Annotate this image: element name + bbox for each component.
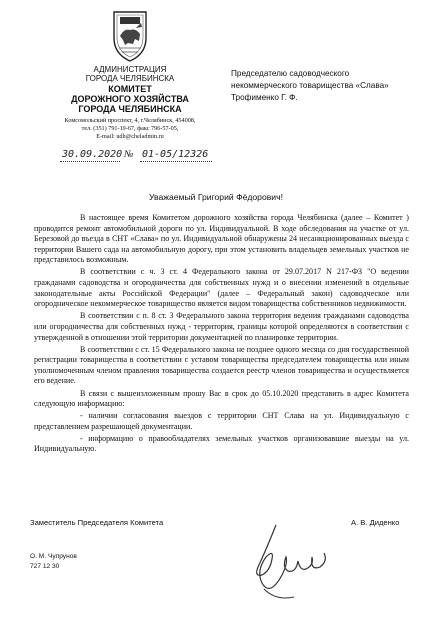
letter-body xyxy=(34,213,409,457)
addressee-block xyxy=(231,68,421,104)
committee-title-line2: ДОРОЖНОГО ХОЗЯЙСТВА xyxy=(71,94,189,104)
executor-name: О. М. Чупрунов xyxy=(30,553,77,560)
addressee-line2: некоммерческого товарищества «Слава» xyxy=(231,81,389,90)
committee-title-line3: ГОРОДА ЧЕЛЯБИНСКА xyxy=(78,104,182,114)
city-label: ГОРОДА ЧЕЛЯБИНСКА xyxy=(85,74,175,83)
paragraph: В настоящее время Комитетом дорожного хозяйства города Челябинска (далее – Комитет ) проводится ремонт автомобильной дороги по ул. Индивидуальной. В ходе обследования на участке от ул. Березовой до въезда в СНТ «Слава» по ул. Индивидуальной обнаружены 24 несанкционированных выезда с территории Вашего сада на автомобильную дорогу, при этом установить владельцев земельных участков не представилось возможным. xyxy=(34,213,409,265)
date-underline xyxy=(60,161,120,162)
paragraph: В соответствии с ст. 15 Федерального закона не позднее одного месяца со дня государственной регистрации товарищества в соответствии с уставом товарищества председателем товарищества или иным уполномоченным членом правления товарищества создается реестр членов товарищества и осуществляется его ведение. xyxy=(34,344,409,386)
greeting: Уважаемый Григорий Фёдорович! xyxy=(149,192,283,202)
administration-label: АДМИНИСТРАЦИЯ xyxy=(93,65,167,74)
signatory-name: А. В. Диденко xyxy=(351,518,400,527)
address-line: Комсомольский проспект, 4, г.Челябинск, 454008, xyxy=(64,117,196,124)
request-item: - наличии согласования выездов с территории СНТ Слава на ул. Индивидуальную с представлением разрешающей документации. xyxy=(34,411,409,431)
handwritten-signature-icon xyxy=(236,505,346,610)
city-coat-of-arms-icon xyxy=(108,8,152,64)
registration-number: 01-05/12326 xyxy=(142,149,209,160)
signatory-position: Заместитель Председателя Комитета xyxy=(30,518,164,527)
phone-fax-line: тел. (351) 791-19-67, факс 796-57-05, xyxy=(81,125,179,132)
email-line: E-mail: udh@cheladmin.ru xyxy=(96,133,164,140)
paragraph: В соответствии с п. 8 ст. 3 Федерального закона территория ведения гражданами садоводства или огородничества для собственных нужд - территория, границы которой определяются в соответствии с утвержденной в отношении этой территории документацией по планировке территории. xyxy=(34,311,409,342)
executor-phone: 727 12 30 xyxy=(30,563,60,570)
addressee-line3: Трофименко Г. Ф. xyxy=(231,93,298,102)
registration-date: 30.09.2020 xyxy=(62,149,123,160)
paragraph: В соответствии с ч. 3 ст. 4 Федерального закона от 29.07.2017 N 217-ФЗ "О ведении гражданами садоводства и огородничества для собственных нужд и о внесении изменений в отдельные законодательные акты Российской Федерации" (далее – Федеральный закон) садоводческое или огородническое некоммерческое товарищество является видом товарищества собственников недвижимости. xyxy=(34,267,409,309)
number-underline xyxy=(140,161,212,162)
paragraph: В связи с вышеизложенным прошу Вас в срок до 05.10.2020 представить в адрес Комитета следующую информацию: xyxy=(34,388,409,409)
request-item: - информацию о правообладателях земельных участков организовавшие выезды на ул. Индивидуальную. xyxy=(34,433,409,454)
committee-title-line1: КОМИТЕТ xyxy=(108,84,152,94)
addressee-line1: Председателю садоводческого xyxy=(231,69,350,78)
number-sign: № xyxy=(124,149,134,160)
